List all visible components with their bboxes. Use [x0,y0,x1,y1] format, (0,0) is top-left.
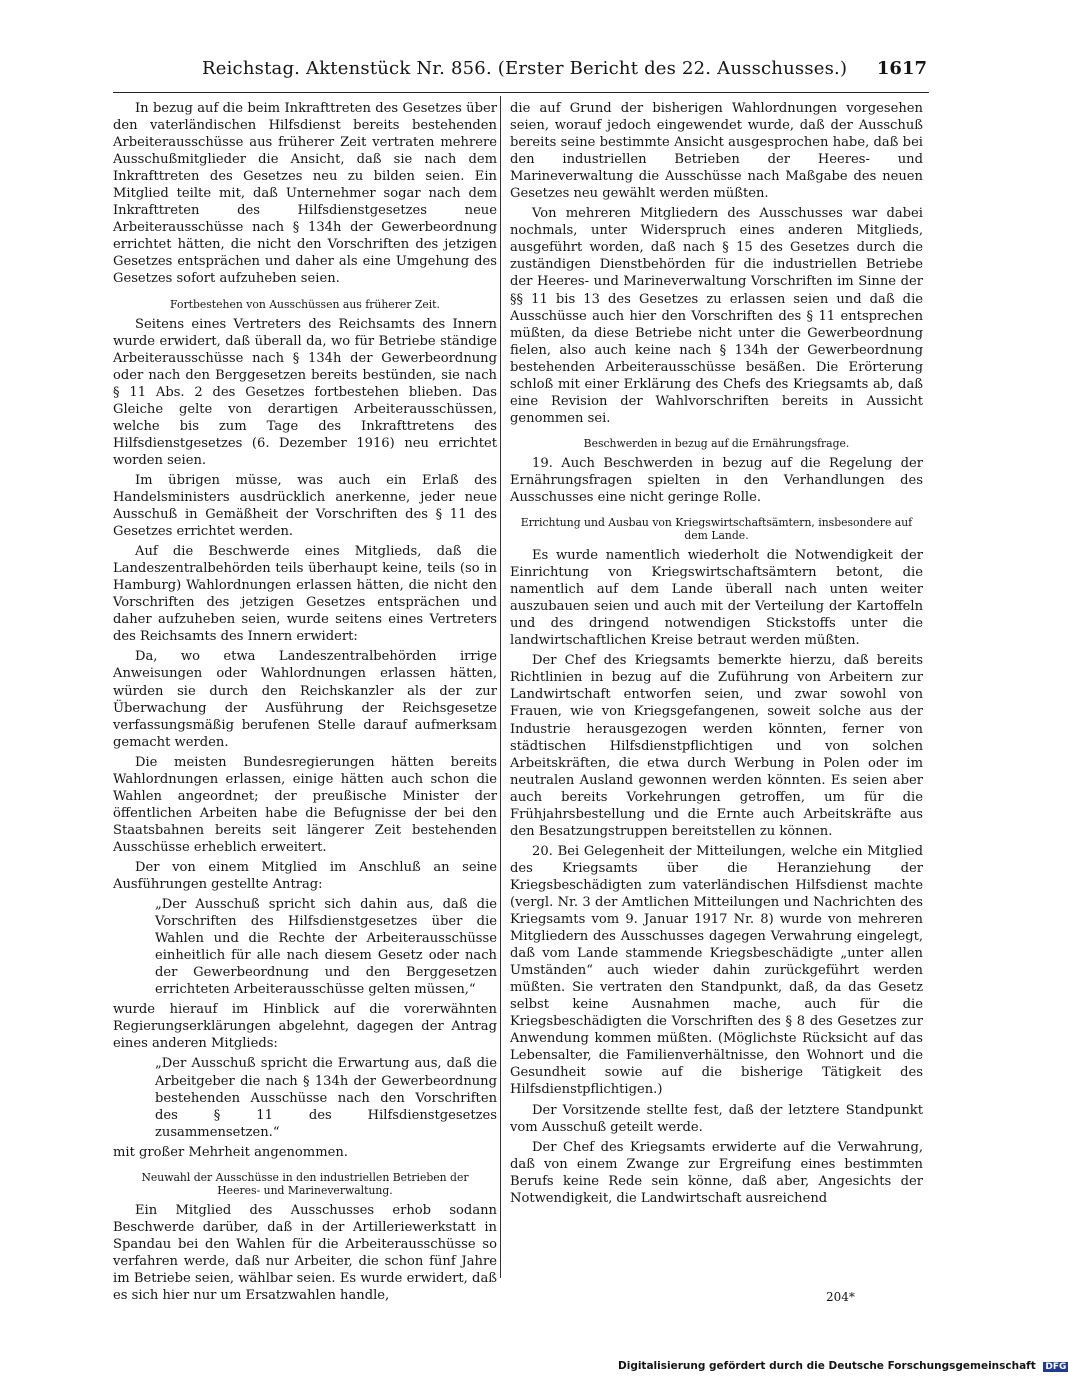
motion-quote: „Der Ausschuß spricht die Erwartung aus, daß die Arbeitgeber die nach § 134h der Gewerbeordnung bestehenden Ausschüsse nach den Vorschriften des § 11 des Hilfsdienstgesetzes zusammensetzen.“ [155,1056,497,1140]
paragraph: Da, wo etwa Landeszentralbehörden irrige Anweisungen oder Wahlordnungen erlassen hätten, würden sie durch den Reichskanzler als der zur Überwachung der Ausführung der Reichsgesetze verfassungsmäßig berufenen Stelle darauf aufmerksam gemacht werden. [113,649,497,750]
paragraph: 20. Bei Gelegenheit der Mitteilungen, welche ein Mitglied des Kriegsamts über die Heranziehung der Kriegsbeschädigten zum vaterländischen Hilfsdienst machte (vergl. Nr. 3 der Amtlichen Mitteilungen und Nachrichten des Kriegsamts vom 9. Januar 1917 Nr. 8) wurde von mehreren Mitgliedern des Ausschusses dagegen Verwahrung eingelegt, daß vom Lande stammende Kriegsbeschädigte „unter allen Umständen“ auch wieder dahin zurückgeführt werden müßten. Sie vertraten den Standpunkt, daß, da das Gesetz selbst keine Ausnahmen mache, auch für die Kriegsbeschädigten die Vorschriften des § 8 des Gesetzes zur Anwendung kommen müßten. (Möglichste Rücksicht auf das Lebensalter, die Familienverhältnisse, den Wohnort und die Gesundheit sowie auf die bisherige Tätigkeit des Hilfsdienstpflichtigen.) [510,843,923,1098]
paragraph: Der Chef des Kriegsamts erwiderte auf die Verwahrung, daß von einem Zwange zur Ergreifung eines bestimmten Berufs keine Rede sein könne, daß aber, Angesichts der Notwendigkeit, die Landwirtschaft ausreichend [510,1139,923,1206]
motion-quote: „Der Ausschuß spricht sich dahin aus, daß die Vorschriften des Hilfsdienstgesetzes über die Wahlen und die Rechte der Arbeiterausschüsse einheitlich für alle nach diesem Gesetz oder nach der Gewerbeordnung und den Berggesetzen errichteten Arbeiterausschüsse gelten müssen,“ [155,897,497,998]
credit-text: Digitalisierung gefördert durch die Deutsche Forschungsgemeinschaft [618,1360,1036,1372]
paragraph: Auf die Beschwerde eines Mitglieds, daß die Landeszentralbehörden teils überhaupt keine, teils (so in Hamburg) Wahlordnungen erlassen hätten, die nicht den Vorschriften des jetzigen Gesetzes entsprächen und daher aufzuheben seien, wurde seitens eines Vertreters des Reichsamts des Innern erwidert: [113,544,497,645]
paragraph: Im übrigen müsse, was auch ein Erlaß des Handelsministers ausdrücklich anerkenne, jeder neue Ausschuß in Gemäßheit der Vorschriften des § 11 des Gesetzes errichtet werden. [113,472,497,540]
paragraph: wurde hierauf im Hinblick auf die vorerwähnten Regierungserklärungen abgelehnt, dagegen der Antrag eines anderen Mitglieds: [113,1002,497,1052]
paragraph: mit großer Mehrheit angenommen. [113,1144,348,1160]
header-title: Reichstag. Aktenstück Nr. 856. (Erster Bericht des 22. Ausschusses.) [202,58,848,79]
dfg-logo: DFG [1045,1362,1067,1372]
page-number: 1617 [876,58,927,79]
digitization-credit [618,1360,1068,1372]
paragraph: Seitens eines Vertreters des Reichsamts des Innern wurde erwidert, daß überall da, wo für Betriebe ständige Arbeiterausschüsse nach § 134h der Gewerbeordnung oder nach den Berggesetzen bereits bestünden, sie nach § 11 Abs. 2 des Gesetzes fortbestehen blieben. Das Gleiche gelte von derartigen Arbeiterausschüssen, welche bis zum Tage des Inkrafttretens des Hilfsdienstgesetzes (6. Dezember 1916) neu errichtet worden seien. [113,316,497,468]
paragraph: Der von einem Mitglied im Anschluß an seine Ausführungen gestellte Antrag: [113,859,497,893]
paragraph: Von mehreren Mitgliedern des Ausschusses war dabei nochmals, unter Widerspruch eines anderen Mitglieds, ausgeführt worden, daß nach § 15 des Gesetzes durch die zuständigen Dienstbehörden für die industriellen Betriebe der Heeres- und Marineverwaltung Vorschriften im Sinne der §§ 11 bis 13 des Gesetzes zu erlassen seien und daß die Ausschüsse auch hier den Vorschriften des § 11 entsprechen müßten, da diese Betriebe nicht unter die Gewerbeordnung fielen, also auch keine nach § 134h der Gewerbeordnung bestehenden Arbeiterausschüsse besäßen. Die Erörterung schloß mit einer Erklärung des Chefs des Kriegsamts ab, daß eine Revision der Wahlvorschriften bereits in Aussicht genommen sei. [510,206,923,426]
paragraph: In bezug auf die beim Inkrafttreten des Gesetzes über den vaterländischen Hilfsdienst bereits bestehenden Arbeiterausschüsse aus früherer Zeit vertraten mehrere Ausschußmitglieder die Ansicht, daß sie nach dem Inkrafttreten des Gesetzes neu zu bilden seien. Ein Mitglied teilte mit, daß Unternehmer sogar nach dem Inkrafttreten des Hilfsdienstgesetzes neue Arbeiterausschüsse nach § 134h der Gewerbeordnung errichtet hätten, die nicht den Vorschriften des jetzigen Gesetzes entsprächen und daher als eine Umgehung des Gesetzes sofort aufzuheben seien. [113,101,497,287]
column-divider [500,96,501,1278]
paragraph: Es wurde namentlich wiederholt die Notwendigkeit der Einrichtung von Kriegswirtschaftsämtern betont, die namentlich auf dem Lande überall nach unten weiter auszubauen seien und auch mit der Verteilung der Kartoffeln und des dringend notwendigen Stickstoffs unter die landwirtschaftlichen Kreise betraut werden müßten. [510,548,923,649]
paragraph: die auf Grund der bisherigen Wahlordnungen vorgesehen seien, worauf jedoch eingewendet wurde, daß der Ausschuß bereits seine bestimmte Ansicht ausgesprochen habe, daß bei den industriellen Betrieben der Heeres- und Marineverwaltung die Ausschüsse nach Maßgabe des neuen Gesetzes neu gewählt werden müßten. [510,101,923,202]
section-subheading: Fortbestehen von Ausschüssen aus früherer Zeit. [170,297,440,311]
paragraph: 19. Auch Beschwerden in bezug auf die Regelung der Ernährungsfragen spielten in den Verhandlungen des Ausschusses eine nicht geringe Rolle. [510,455,923,505]
section-subheading: Errichtung und Ausbau von Kriegswirtschaftsämtern, insbesondere auf dem Lande. [520,516,913,543]
sheet-signature: 204* [826,1290,855,1304]
paragraph: Der Chef des Kriegsamts bemerkte hierzu, daß bereits Richtlinien in bezug auf die Zuführung von Arbeitern zur Landwirtschaft entworfen seien, und zwar sowohl von Frauen, wie von Kriegsgefangenen, soweit solche aus der Industrie herausgezogen werden könnten, ferner von städtischen Hilfsdienstpflichtigen und von solchen Arbeitskräften, die etwa durch Werbung in Polen oder im neutralen Ausland gewonnen werden könnten. Es seien aber auch bereits Vorkehrungen getroffen, um für die Frühjahrsbestellung und die Ernte auch Arbeitskräfte aus den Besatzungstruppen bereitstellen zu können. [510,653,923,839]
paragraph: Die meisten Bundesregierungen hätten bereits Wahlordnungen erlassen, einige hätten auch schon die Wahlen angeordnet; der preußische Minister der öffentlichen Arbeiten habe die Befugnisse der bei den Staatsbahnen bereits seit längerer Zeit bestehenden Ausschüsse erheblich erweitert. [113,754,497,855]
right-column [510,100,923,1207]
section-subheading: Beschwerden in bezug auf die Ernährungsfrage. [583,436,850,450]
paragraph: Der Vorsitzende stellte fest, daß der letztere Standpunkt vom Ausschuß geteilt werde. [510,1102,923,1135]
section-subheading: Neuwahl der Ausschüsse in den industriellen Betrieben der Heeres- und Marineverwaltung. [141,1170,469,1197]
paragraph: Ein Mitglied des Ausschusses erhob sodann Beschwerde darüber, daß in der Artilleriewerkstatt in Spandau bei den Wahlen für die Arbeiterausschüsse so verfahren werde, daß nur Arbeiter, die schon fünf Jahre im Betriebe seien, wählbar seien. Es wurde erwidert, daß es sich hier nur um Ersatzwahlen handle, [113,1202,497,1303]
left-column [113,100,497,1304]
running-header [122,58,927,86]
header-rule [113,92,929,93]
